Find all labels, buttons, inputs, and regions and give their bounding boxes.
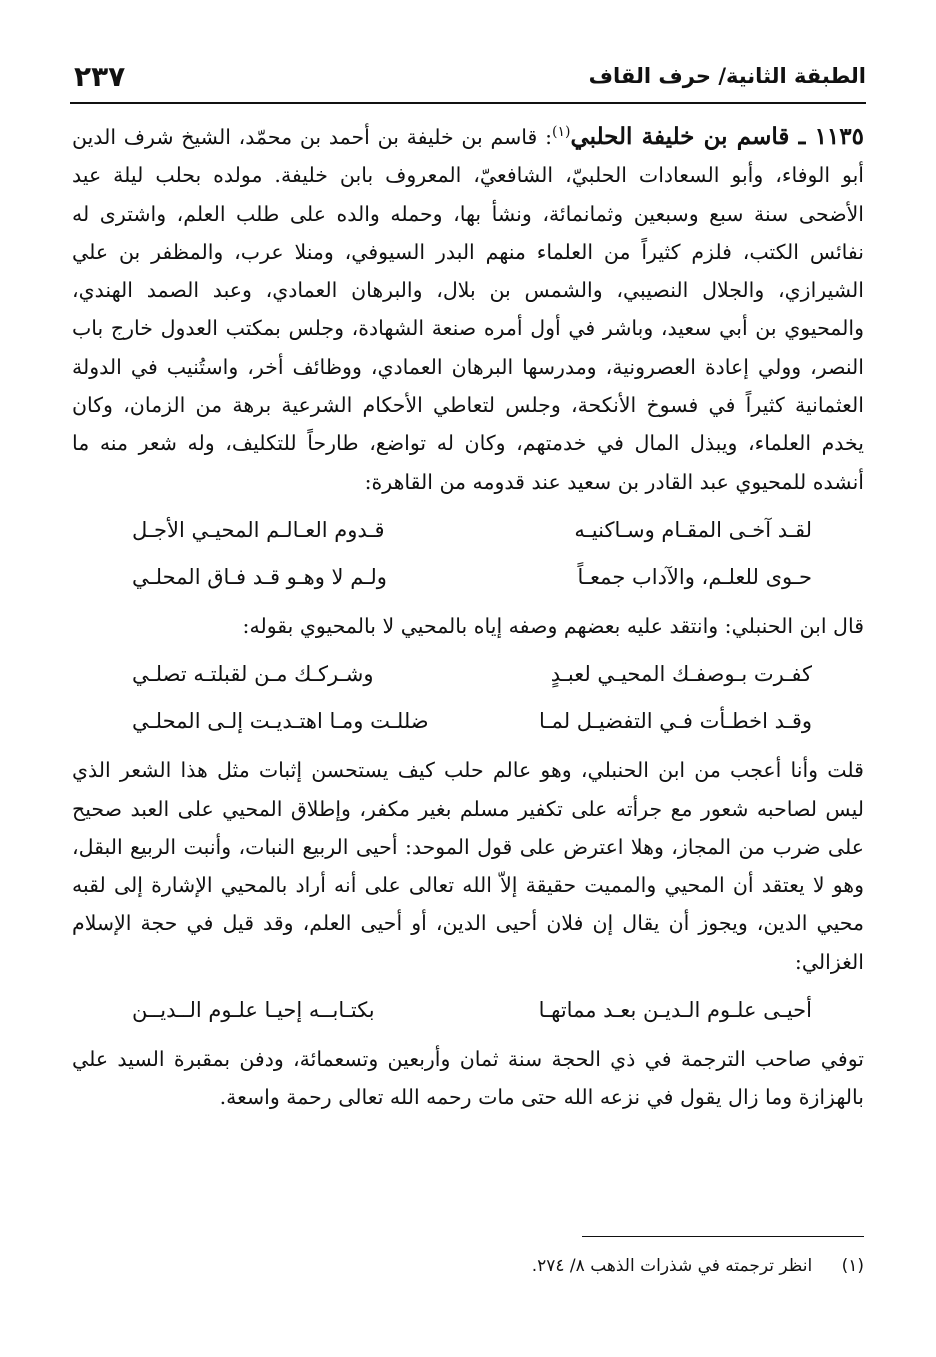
verse-second-hemistich: ضللـت ومـا اهتـديـت إلـى المحلـي — [132, 709, 429, 734]
verse-first-hemistich: وقـد اخطـأت فـي التفضيـل لمـا — [539, 709, 812, 734]
verse-first-hemistich: أحيـى علـوم الـديـن بعـد مماتهـا — [538, 998, 812, 1023]
poem-verse — [132, 507, 812, 554]
commentary-paragraph: قلت وأنا أعجب من ابن الحنبلي، وهو عالم حلب كيف يستحسن إثبات مثل هذا الشعر الذي ليس لصاحبه شعور مع جرأته على تكفير مسلم بغير مكفر، وإطلاق المحيي على العبد صحيح على ضرب من المجاز، وهلا اعترض على قول الموحد: أحيى الربيع النبات، وأنبت الربيع البقل، وهو لا يعتقد أن المحيي والمميت حقيقة إلاّ الله تعالى على أنه أراد بالمحيي الإشارة إلى لقبه محيي الدين، ويجوز أن يقال إن فلان أحيى الدين، أو أحيى العلم، وقد قيل في حجة الإسلام الغزالي: — [72, 758, 864, 974]
verse-first-hemistich: لقـد آخـى المقـام وسـاكنيـه — [574, 517, 812, 542]
page-number: ٢٣٧ — [74, 60, 126, 93]
footnote-text: انظر ترجمته في شذرات الذهب ٨/ ٢٧٤. — [531, 1256, 813, 1276]
entry-heading: ١١٣٥ ـ قاسم بن خليفة الحلبي — [570, 123, 864, 150]
running-title: الطبقة الثانية/ حرف القاف — [588, 64, 866, 88]
poem-verse — [132, 651, 812, 698]
poem-2 — [72, 651, 864, 745]
verse-second-hemistich: قـدوم العـالـم المحيـي الأجـل — [132, 517, 385, 542]
poem-verse — [132, 698, 812, 745]
entry-paragraph — [72, 118, 864, 501]
footnote-divider — [582, 1236, 864, 1237]
verse-second-hemistich: ولـم لا وهـو قـد فـاق المحلـي — [132, 564, 387, 589]
page-header — [70, 56, 866, 104]
verse-second-hemistich: بكتـابــه إحيـا علـوم الــديــن — [132, 998, 375, 1023]
critique-intro: قال ابن الحنبلي: وانتقد عليه بعضهم وصفه إياه بالمحيي لا بالمحيوي بقوله: — [242, 613, 864, 638]
poem-1 — [72, 507, 864, 601]
verse-first-hemistich: كفـرت بـوصفـك المحيـي لعبـدٍ — [550, 662, 812, 687]
footnote-number: (١) — [841, 1256, 864, 1276]
poem-3 — [72, 987, 864, 1034]
footnote-reference: (١) — [551, 124, 571, 141]
poem-verse — [132, 987, 812, 1034]
main-text — [72, 118, 864, 1117]
poem-verse — [132, 554, 812, 601]
verse-first-hemistich: حـوى للعلـم، والآداب جمعـاً — [577, 564, 812, 589]
footnote — [532, 1256, 864, 1276]
death-paragraph: توفي صاحب الترجمة في ذي الحجة سنة ثمان وأربعين وتسعمائة، ودفن بمقبرة السيد علي بالهزازة وما زال يقول في نزعه الله حتى مات رحمه الله تعالى رحمة واسعة. — [72, 1047, 864, 1110]
verse-second-hemistich: وشـركـك مـن لقبلتـه تصلـي — [132, 662, 374, 687]
entry-body-text: : قاسم بن خليفة بن أحمد بن محمّد، الشيخ شرف الدين أبو الوفاء، وأبو السعادات الحلبيّ، الشافعيّ، المعروف بابن خليفة. مولده بحلب ليلة عيد الأضحى سنة سبع وسبعين وثمانمائة، ونشأ بها، وحمله والده على طلب العلم، واشترى له نفائس الكتب، فلزم كثيراً من العلماء منهم البدر السيوفي، ومنلا عرب، والمظفر بن علي الشيرازي، والجلال النصيبي، والشمس بن بلال، والبرهان العمادي، وعبد الصمد الهندي، والمحيوي بن أبي سعيد، وباشر في أول أمره صنعة الشهادة، وجلس بمكتب العدول خارج باب النصر، وولي إعادة العصرونية، ومدرسها البرهان العمادي، ووظائف أخر، واستُنيب في الدولة العثمانية كثيراً في فسوخ الأنكحة، وجلس لتعاطي الأحكام الشرعية برهة من الزمان، وكان يخدم العلماء، ويبذل المال في خدمتهم، وكان له تواضع، طارحاً للتكليف، وله شعر منه ما أنشده للمحيوي عبد القادر بن سعيد عند قدومه من القاهرة: — [72, 125, 864, 494]
